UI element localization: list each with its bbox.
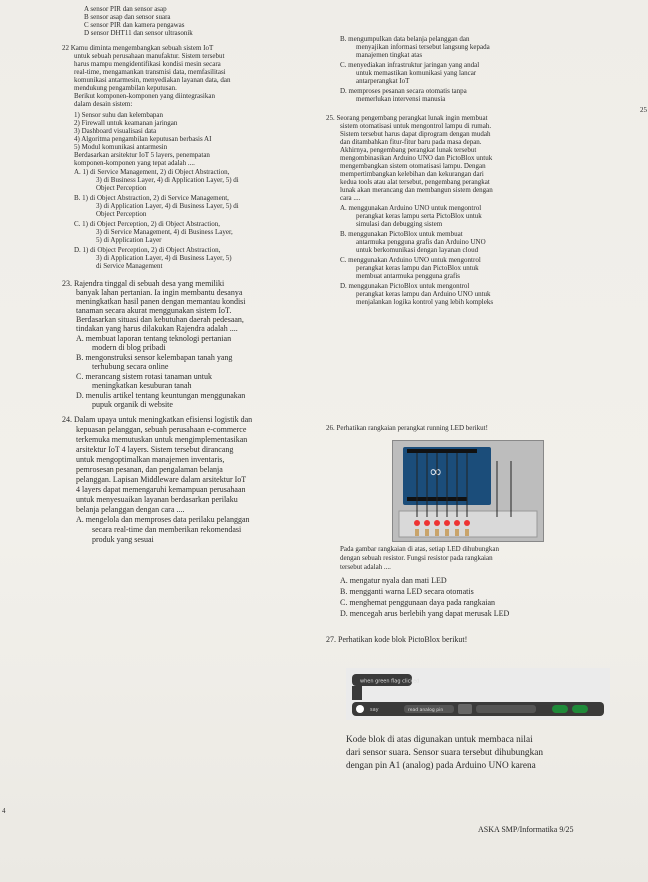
left-text-line: tanaman secara akurat menggunakan sistem IoT. (76, 306, 232, 315)
left-text-line: D. 1) di Object Perception, 2) di Object Abstraction, (74, 246, 221, 254)
left-text-line: kepuasan pelanggan, sebuah perusahaan e-commerce (76, 425, 247, 434)
left-text-line: A. mengelola dan memproses data perilaku pelanggan (76, 515, 250, 524)
right-text-line: tersebut adalah .... (340, 563, 391, 571)
right-text-line: sistem otomatisasi untuk mengontrol lampu di rumah. (340, 122, 492, 130)
left-text-line: C. merancang sistem rotasi tanaman untuk (76, 372, 212, 381)
left-text-line: 3) di Service Management, 4) di Business Layer, (96, 228, 233, 236)
left-text-line: 23. Rajendra tinggal di sebuah desa yang memiliki (62, 279, 225, 288)
right-text-line: mempertimbangkan kelebihan dan kekurangan dari (340, 170, 484, 178)
right-text-line: B. mengganti warna LED secara otomatis (340, 587, 474, 596)
left-text-line: pupuk organik di website (92, 400, 173, 409)
right-text-line: perangkat keras lampu serta PictoBlox untuk (356, 212, 482, 220)
left-text-line: dalam desain sistem: (74, 100, 133, 108)
left-text-line: Berikut komponen-komponen yang diintegrasikan (74, 92, 215, 100)
left-text-line: terhubung secara online (92, 362, 169, 371)
left-text-line: real-time, mengamankan transmisi data, memfasilitasi (74, 68, 226, 76)
left-text-line: banyak lahan pertanian. Ia ingin membantu desanya (76, 288, 243, 297)
left-text-line: Berdasarkan arsitektur IoT 5 layers, penempatan (74, 151, 210, 159)
left-text-line: A. 1) di Service Management, 2) di Object Abstraction, (74, 168, 230, 176)
right-text-line: Sistem tersebut harus dapat diprogram dengan mudah (340, 130, 491, 138)
left-text-line: B sensor asap dan sensor suara (84, 13, 171, 21)
left-text-line: secara real-time dan memberikan rekomendasi (92, 525, 242, 534)
right-text-line: menjalankan logika kontrol yang lebih kompleks (356, 298, 494, 306)
right-text-line: dan ditambahkan fitur-fitur baru pada masa depan. (340, 138, 482, 146)
right-text-line: menyajikan informasi tersebut langsung kepada (356, 43, 490, 51)
right-text-line: Pada gambar rangkaian di atas, setiap LED dihubungkan (340, 545, 500, 553)
green-reporter-2 (572, 705, 588, 713)
left-text-line: 1) Sensor suhu dan kelembapan (74, 111, 164, 119)
left-text-line: di Service Management (96, 262, 163, 270)
green-reporter-1 (552, 705, 568, 713)
left-text-line: untuk sebuah perusahaan manufaktur. Sistem tersebut (74, 52, 225, 60)
right-text-line: dari sensor suara. Sensor suara tersebut dihubungkan (346, 748, 543, 758)
sensor-reporter (476, 705, 536, 713)
forever-block (352, 686, 362, 700)
hat-block-label: when green flag clicked (360, 678, 420, 685)
right-text-line: A. menggunakan Arduino UNO untuk mengontrol (340, 204, 482, 212)
read-reporter-label: read analog pin (408, 708, 444, 713)
right-edge-page-mark: 25 (640, 106, 647, 114)
left-text-line: produk yang sesuai (92, 535, 154, 544)
right-text-line: mengombinasikan Arduino UNO dan PictoBlox untuk (340, 154, 493, 162)
left-edge-page-mark: 4 (2, 807, 6, 815)
right-text-line: 27. Perhatikan kode blok PictoBlox berikut! (326, 635, 468, 644)
block-indicator-icon (356, 705, 364, 713)
left-text-line: 2) Firewall untuk keamanan jaringan (74, 119, 178, 127)
left-text-line: 3) di Business Layer, 4) di Application Layer, 5) di (96, 176, 239, 184)
right-text-line: memerlukan intervensi manusia (356, 95, 446, 103)
left-text-line: 3) Dashboard visualisasi data (74, 127, 157, 135)
left-text-line: B. mengonstruksi sensor kelembapan tanah yang (76, 353, 233, 362)
left-text-line: pemrosesan pesanan, dan pengalaman belanja (76, 465, 223, 474)
right-text-line: B. menggunakan PictoBlox untuk membuat (340, 230, 463, 238)
right-text-line: mengembangkan sistem otomatisasi lampu. Dengan (340, 162, 486, 170)
left-text-line: C. 1) di Object Perception, 2) di Object Abstraction, (74, 220, 220, 228)
left-text-line: 4 layers dapat memengaruhi kemampuan perusahaan (76, 485, 246, 494)
left-text-line: 4) Algoritma pengambilan keputusan berbasis AI (74, 135, 212, 143)
right-text-line: membuat antarmuka pengguna grafis (356, 272, 460, 280)
circuit-drawing (393, 441, 543, 541)
right-text-line: D. memproses pesanan secara otomatis tanpa (340, 87, 467, 95)
right-text-line: 26. Perhatikan rangkaian perangkat running LED berikut! (326, 424, 488, 432)
right-text-line: dengan sebuah resistor. Fungsi resistor pada rangkaian (340, 554, 493, 562)
left-text-line: 24. Dalam upaya untuk meningkatkan efisiensi logistik dan (62, 415, 253, 424)
left-text-line: belanja pelanggan dengan cara .... (76, 505, 185, 514)
page-footer: ASKA SMP/Informatika 9/25 (478, 825, 574, 834)
arduino-block-icon (458, 704, 472, 714)
left-text-line: 3) di Application Layer, 4) di Business Layer, 5) di (96, 202, 239, 210)
right-text-line: kedua tools atau alat tersebut, pengembang perangkat (340, 178, 490, 186)
pictoblox-code-blocks-image (346, 668, 610, 720)
arduino-logo-icon: ∞ (429, 462, 443, 481)
right-text-line: B. mengumpulkan data belanja pelanggan dan (340, 35, 470, 43)
left-text-line: arsitektur IoT 4 layers. Sistem tersebut dirancang (76, 445, 234, 454)
left-text-line: 5) di Application Layer (96, 236, 162, 244)
say-block-label: say (370, 707, 379, 713)
left-text-line: pelanggan. Lapisan Middleware dalam arsitektur IoT (76, 475, 247, 484)
left-text-line: Object Perception (96, 184, 147, 192)
left-text-line: harus mampu mengidentifikasi kondisi mesin secara (74, 60, 221, 68)
left-text-line: D sensor DHT11 dan sensor ultrasonik (84, 29, 193, 37)
right-text-line: dengan pin A1 (analog) pada Arduino UNO karena (346, 761, 536, 771)
left-text-line: tindakan yang harus dilakukan Rajendra adalah .... (76, 324, 238, 333)
left-text-line: komunikasi antarmesin, menyediakan layanan data, dan (74, 76, 231, 84)
left-text-line: untuk menyesuaikan layanan berdasarkan perilaku (76, 495, 238, 504)
right-text-line: untuk berkomunikasi dengan layanan cloud (356, 246, 479, 254)
right-text-line: Akhirnya, pengembang perangkat lunak tersebut (340, 146, 477, 154)
left-text-line: Berdasarkan situasi dan kebutuhan daerah pedesaan, (76, 315, 244, 324)
pictoblox-blocks-drawing (346, 668, 610, 720)
right-text-line: untuk memastikan komunikasi yang lancar (356, 69, 477, 77)
left-text-line: mendukung pengambilan keputusan. (74, 84, 177, 92)
right-text-line: manajemen tingkat atas (356, 51, 423, 59)
right-text-line: Kode blok di atas digunakan untuk membaca nilai (346, 735, 533, 745)
left-text-line: meningkatkan hasil panen dengan memantau kondisi (76, 297, 246, 306)
left-text-line: 3) di Application Layer, 4) di Business Layer, 5) (96, 254, 232, 262)
right-text-line: perangkat keras lampu dan PictoBlox untuk (356, 264, 479, 272)
running-led-circuit-image (392, 440, 544, 542)
right-text-line: lunak akan merancang dan membangun sistem dengan (340, 186, 493, 194)
right-text-line: perangkat keras lampu dan Arduino UNO untuk (356, 290, 491, 298)
header-pins (407, 449, 477, 453)
left-text-line: A sensor PIR dan sensor asap (84, 5, 167, 13)
left-text-line: A. membuat laporan tentang teknologi pertanian (76, 334, 232, 343)
left-text-line: modern di blog pribadi (92, 343, 166, 352)
left-text-line: komponen-komponen yang tepat adalah .... (74, 159, 195, 167)
right-text-line: D. mencegah arus berlebih yang dapat merusak LED (340, 609, 510, 618)
right-text-line: D. menggunakan PictoBlox untuk mengontrol (340, 282, 470, 290)
left-text-line: untuk mengoptimalkan manajemen inventaris, (76, 455, 225, 464)
right-text-line: antarmuka pengguna grafis dan Arduino UNO (356, 238, 486, 246)
right-text-line: antarperangkat IoT (356, 77, 410, 85)
right-text-line: 25. Seorang pengembang perangkat lunak ingin membuat (326, 114, 488, 122)
right-text-line: simulasi dan debugging sistem (356, 220, 443, 228)
left-text-line: terkemuka memutuskan untuk mengimplementasikan (76, 435, 248, 444)
right-text-line: A. mengatur nyala dan mati LED (340, 576, 447, 585)
left-text-line: D. menulis artikel tentang keuntungan menggunakan (76, 391, 246, 400)
right-text-line: C. menggunakan Arduino UNO untuk mengontrol (340, 256, 481, 264)
left-text-line: 5) Modul komunikasi antarmesin (74, 143, 168, 151)
left-text-line: 22 Kamu diminta mengembangkan sebuah sistem IoT (62, 44, 214, 52)
left-text-line: B. 1) di Object Abstraction, 2) di Service Management, (74, 194, 229, 202)
right-text-line: cara .... (340, 194, 361, 202)
left-text-line: meningkatkan kesuburan tanah (92, 381, 192, 390)
left-text-line: Object Perception (96, 210, 147, 218)
left-text-line: C sensor PIR dan kamera pengawas (84, 21, 185, 29)
right-text-line: C. menghemat penggunaan daya pada rangkaian (340, 598, 496, 607)
right-text-line: C. menyediakan infrastruktur jaringan yang andal (340, 61, 480, 69)
